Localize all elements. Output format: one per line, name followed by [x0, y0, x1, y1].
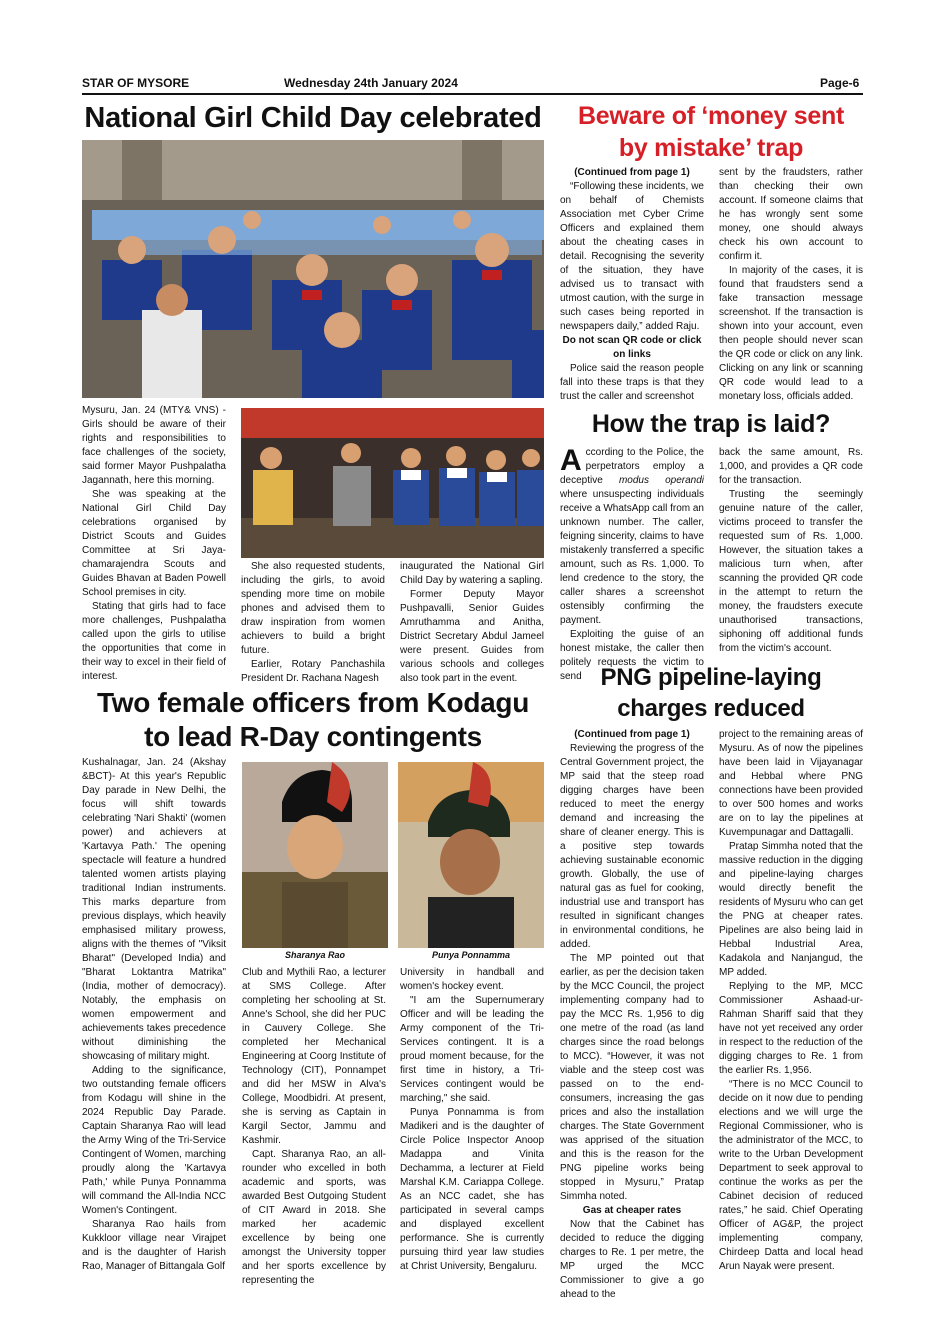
headline-trap-laid: How the trap is laid?	[591, 410, 831, 438]
a3-col1: (Continued from page 1) “Following these incidents, we on behalf of Chemists Association met Cyber Crime Officers and explained them about the cheating cases in detail. Recognising the severity of the situation, they have advised us to transact with utmost caution, with the surge in such cases being reported in newspapers daily,” added Raju. Do not scan QR code or click on links Police said the reason people fall into these traps is that they trust the caller and screenshot	[560, 167, 704, 402]
headline-money-trap: Beware of ‘money sent by mistake’ trap	[577, 102, 844, 162]
photo-sharanya-rao	[242, 762, 388, 948]
masthead-rule	[82, 93, 863, 95]
a4-col2: back the same amount, Rs. 1,000, and provides a QR code for the transaction. Trusting the seemingly genuine nature of the caller, victims proceed to transfer the requested sum of Rs. 1,000. However, the situation takes a malicious turn when, after scanning the provided QR code in the attempt to return the money, the fraudsters execute unauthorised transactions, siphoning off additional funds from the victim's account.	[719, 447, 863, 654]
photo-punya-ponnamma	[398, 762, 544, 948]
caption-sharanya-rao: Sharanya Rao	[284, 950, 346, 960]
issue-date: Wednesday 24th January 2024	[284, 76, 458, 90]
headline-kodagu-officers: Two female officers from Kodagu to lead R-Day contingents	[96, 687, 529, 752]
headline-png-charges: PNG pipeline-laying charges reduced	[600, 664, 822, 722]
paper-name: STAR OF MYSORE	[82, 76, 190, 90]
photo-stage-guests	[241, 408, 544, 558]
a4-col1: According to the Police, the perpetrators employ a deceptive modus operandi where unsuspecting individuals receive a WhatsApp call from an unknown number. The caller, feigning sincerity, claims to have mistakenly transferred a specific amount, such as Rs. 1,000. To lend credence to the story, the caller shares a screenshot ostensibly confirming the payment. Exploiting the guise of an honest mistake, the caller then politely requests the victim to send	[560, 444, 704, 682]
a5-col1: (Continued from page 1) Reviewing the progress of the Central Government project, the MP said that the steep road digging charges have been reduced to meet the energy demand and increasing the share of cleaner energy. This is a positive step towards achieving sustainable economic growth. Globally, the use of natural gas as fuel for cooking, industrial use and transport has resulted in significant changes in environmental conditions, he added. The MP pointed out that earlier, as per the decision taken by the MCC Council, the project implementing company had to pay the MCC Rs. 1,956 to dig one metre of the road (as land charges since the road belongs to MCC). “However, it was not viable and the steep cost was passed on to the end-consumers, increasing the gas prices and also the installation charges. The State Government was apprised of the situation and this is the reason for the PNG pipeline works being stopped in Mysuru,” Pratap Simmha noted. Gas at cheaper rates Now that the Cabinet has decided to reduce the digging charges to Re. 1 per metre, the MP urged the MCC Commissioner to give a go ahead to the	[560, 729, 704, 1300]
a2-col1: Kushalnagar, Jan. 24 (Akshay &BCT)- At this year's Republic Day parade in New Delhi, the focus will shift towards celebrating 'Nari Shakti' (women power) and achievers at 'Kartavya Path.' The opening spectacle will feature a hundred talented women artists playing traditional Indian instruments. This marks departure from previous displays, which heavily emphasised military prowess, aligns with the themes of "Viksit Bharat" (Developed India) and "Bharat Loktantra Matrika" (India, mother of democracy). Notably, the emphasis on women empowerment and achievements takes precedence without diminishing the showcasing of military might. Adding to the significance, two outstanding female officers from Kodagu will shine in the 2024 Republic Day Parade. Captain Sharanya Rao will lead the Army Wing of the Tri-Service Contingent of Women, marching proudly along the 'Kartavya Path,' while Punya Ponnamma will command the All-India NCC Women's Contingent. Sharanya Rao hails from Kukkloor village near Virajpet and is the daughter of Harish Rao, Manager of Bittangala Golf	[82, 757, 226, 1272]
a5-col2: project to the remaining areas of Mysuru. As of now the pipelines have been laid in Vijayanagar and Hebbal where PNG connections have been provided to over 500 homes and works are on to lay the pipelines at Kuvempunagar and Dattagalli. Pratap Simmha noted that the massive reduction in the digging and pipeline-laying charges would directly benefit the residents of Mysuru who can get the PNG at cheaper rates. Pipelines are also being laid in Hebbal Industrial Area, Kadakola and Nanjangud, the MP added. Replying to the MP, MCC Commissioner Ashaad-ur-Rahman Shariff said that they have not yet received any order in respect to the reduction of the digging charges to Re. 1 from the earlier Rs. 1,956. “There is no MCC Council to decide on it now due to pending elections and we will urge the Regional Commissioner, who is the administrator of the MCC, to write to the Urban Development Department to seek approval to continue the works as per the Cabinet decision of reduced rates,” he said. Chief Operating Officer of AG&P, the project implementing company, Chirdeep Datta and local head Arun Nayak were present.	[719, 729, 863, 1272]
a2-col2: Club and Mythili Rao, a lecturer at SMS College. After completing her schooling at St. Anne's School, she did her PUC in Cauvery College. She completed her Mechanical Engineering at Coorg Institute of Technology (CIT), Ponnampet and did her MSW in Alva's College, Moodbidri. At present, she is serving as Captain in Kargil Sector, Jammu and Kashmir. Capt. Sharanya Rao, an all-rounder who excelled in both academic and sports, was awarded Best Outgoing Student of CIT Award in 2018. She marked her academic excellence by being one amongst the University topper and her sports excellence by representing the	[242, 967, 386, 1286]
a2-col3: University in handball and women's hockey event. "I am the Supernumerary Officer and will be leading the Army component of the Tri-Services contingent. It is a proud moment because, for the first time in history, a Tri-Services contingent would be marching," she said. Punya Ponnamma is from Madikeri and is the daughter of Circle Police Inspector Anoop Madappa and Vinita Dechamma, a lecturer at Field Marshal K.M. Cariappa College. As an NCC cadet, she has participated in several camps and displayed excellent performance. She is currently pursuing third year law studies at Christ University, Bengaluru.	[400, 967, 544, 1272]
drop-cap: A	[560, 444, 582, 477]
a1-col3: inaugurated the National Girl Child Day by watering a sapling. Former Deputy Mayor Pushpavalli, Senior Guides Amruthamma and Anitha, District Secretary Abdul Jameel were present. Guides from various schools and colleges also took part in the event.	[400, 561, 544, 684]
a1-col1: Mysuru, Jan. 24 (MTY& VNS) - Girls should be aware of their rights and responsibilities to face challenges of the society, said former Mayor Pushpalatha Jagannath, here this morning. She was speaking at the National Girl Child Day celebrations organised by District Scouts and Guides Committee at Sri Jaya-chamarajendra Scouts and Guides Bhavan at Baden Powell School premises in city. Stating that girls had to face more challenges, Pushpalatha called upon the girls to utilise the opportunities that come in their way to excel in their field of interest.	[82, 405, 226, 682]
photo-girls-audience	[82, 140, 544, 398]
a3-col2: sent by the fraudsters, rather than checking their own account. If someone claims that he has wrongly sent some money, one should always check his own account to confirm it. In majority of the cases, it is found that fraudsters send a fake transaction message screenshot. If the transaction is shown into your account, even then people should never scan the QR code or click on any link. Clicking on any link or scanning QR code would lead to a monetary loss, officials added.	[719, 167, 863, 402]
page-number: Page-6	[820, 76, 860, 90]
caption-punya-ponnamma: Punya Ponnamma	[431, 950, 511, 960]
headline-girl-child-day: National Girl Child Day celebrated	[84, 102, 542, 134]
a1-col2: She also requested students, including the girls, to avoid spending more time on mobile phones and advised them to draw inspiration from women achievers to build a bright future. Earlier, Rotary Panchashila President Dr. Rachana Nagesh	[241, 561, 385, 684]
